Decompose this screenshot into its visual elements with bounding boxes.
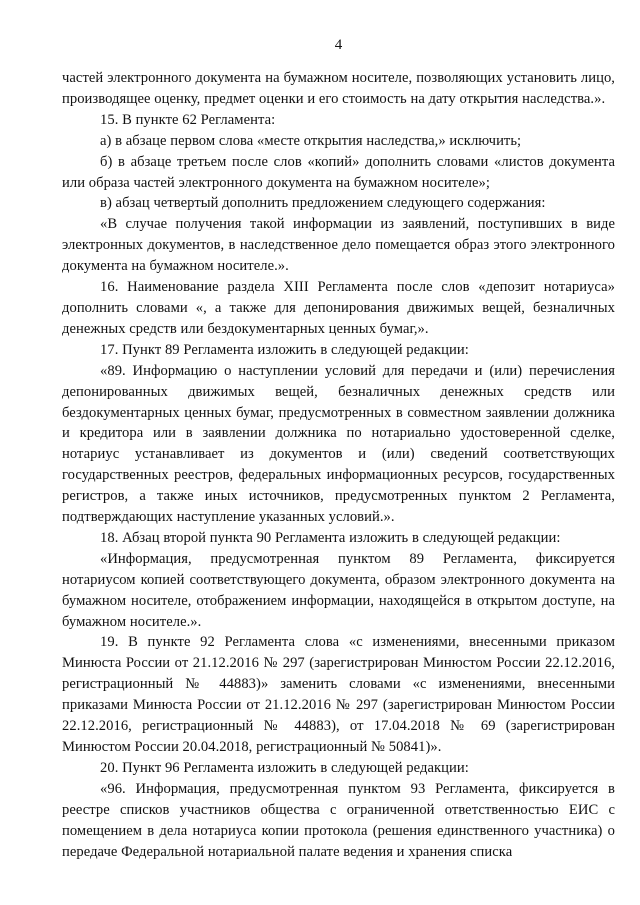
paragraph: частей электронного документа на бумажном носителе, позволяющих установить лицо, производящее оценку, предмет оценки и его стоимость на дату открытия наследства.». (62, 70, 615, 107)
page-number: 4 (334, 37, 343, 53)
paragraph: «96. Информация, предусмотренная пунктом 93 Регламента, фиксируется в реестре списков участников общества с ограниченной ответственностью ЕИС с помещением в дела нотариуса копии протокола (решения единственного участника) о передаче Федеральной нотариальной палате ведения и хранения списка (62, 780, 615, 860)
document-page (62, 36, 615, 862)
paragraph: б) в абзаце третьем после слов «копий» дополнить словами «листов документа или образа частей электронного документа на бумажном носителе»; (62, 153, 615, 191)
paragraph: 20. Пункт 96 Регламента изложить в следующей редакции: (100, 759, 469, 776)
paragraph: 18. Абзац второй пункта 90 Регламента изложить в следующей редакции: (100, 529, 561, 546)
paragraph: 16. Наименование раздела XIII Регламента после слов «депозит нотариуса» дополнить словами «, а также для депонирования движимых вещей, безналичных денежных средств или бездокументарных ценных бумаг,». (62, 279, 615, 337)
paragraph: «89. Информацию о наступлении условий для передачи и (или) перечисления депонированных движимых вещей, безналичных денежных средств или бездокументарных ценных бумаг, предусмотренных в совместном заявлении должника и кредитора или в заявлении должника по нотариально удостоверенной сделке, нотариус устанавливает из документов и (или) сведений соответствующих государственных реестров, федеральных информационных ресурсов, государственных регистров, а также иных источников, предусмотренных пунктом 2 Регламента, подтверждающих наступление указанных условий.». (62, 362, 615, 526)
paragraph: «В случае получения такой информации из заявлений, поступивших в виде электронных документов, в наследственное дело помещается образ этого электронного документа на бумажном носителе.». (62, 216, 615, 275)
paragraph: 19. В пункте 92 Регламента слова «с изменениями, внесенными приказом Минюста России от 21.12.2016 № 297 (зарегистрирован Минюстом России 22.12.2016, регистрационный № 44883)» заменить словами «с изменениями, внесенными приказами Минюста России от 21.12.2016 № 297 (зарегистрирован Минюстом России 22.12.2016, регистрационный № 44883), от 17.04.2018 № 69 (зарегистрирован Минюстом России 20.04.2018, регистрационный № 50841)». (62, 634, 615, 755)
paragraph: 15. В пункте 62 Регламента: (100, 111, 276, 128)
paragraph: в) абзац четвертый дополнить предложением следующего содержания: (100, 195, 546, 212)
document-body (62, 68, 615, 862)
paragraph: 17. Пункт 89 Регламента изложить в следующей редакции: (100, 341, 469, 358)
paragraph: «Информация, предусмотренная пунктом 89 Регламента, фиксируется нотариусом копией соответствующего документа, образом электронного документа на бумажном носителе, отображением информации, находящейся в открытом доступе, на бумажном носителе.». (62, 550, 615, 630)
paragraph: а) в абзаце первом слова «месте открытия наследства,» исключить; (100, 132, 522, 149)
